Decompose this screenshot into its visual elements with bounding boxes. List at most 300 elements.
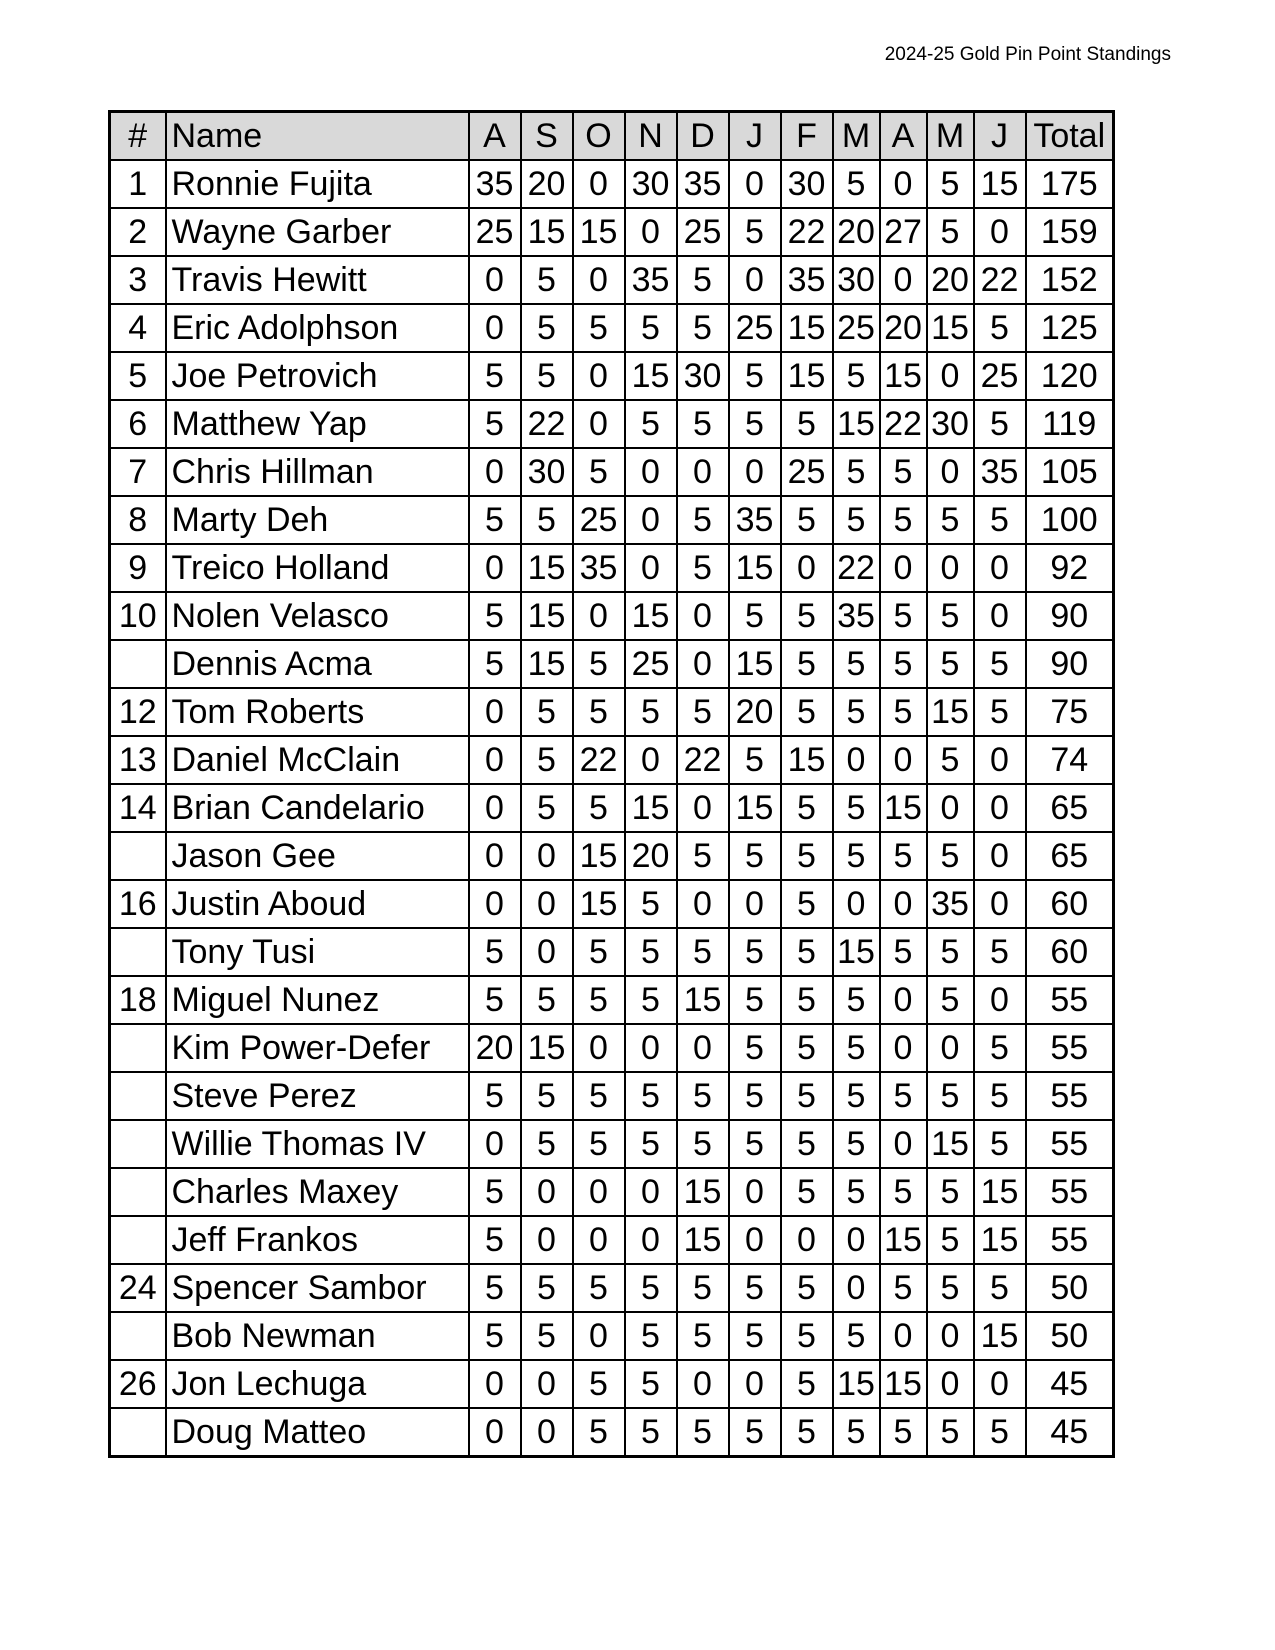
cell-may: 5	[927, 160, 974, 208]
cell-mar: 15	[833, 400, 880, 448]
cell-name: Treico Holland	[166, 544, 469, 592]
column-header-mar: M	[833, 112, 880, 161]
column-header-total: Total	[1026, 112, 1114, 161]
cell-sep: 30	[521, 448, 573, 496]
table-row	[110, 640, 1114, 688]
table-row	[110, 1024, 1114, 1072]
table-row	[110, 1168, 1114, 1216]
cell-feb: 5	[781, 640, 833, 688]
table-row	[110, 304, 1114, 352]
cell-may: 15	[927, 688, 974, 736]
cell-oct: 5	[573, 976, 625, 1024]
cell-aug: 0	[469, 880, 521, 928]
cell-total: 175	[1026, 160, 1114, 208]
cell-name: Nolen Velasco	[166, 592, 469, 640]
cell-jan: 5	[729, 832, 781, 880]
cell-aug: 0	[469, 832, 521, 880]
cell-sep: 5	[521, 496, 573, 544]
cell-jan: 25	[729, 304, 781, 352]
cell-rank: 8	[110, 496, 166, 544]
cell-mar: 25	[833, 304, 880, 352]
cell-jun: 0	[974, 592, 1026, 640]
cell-aug: 5	[469, 352, 521, 400]
cell-may: 15	[927, 1120, 974, 1168]
cell-oct: 5	[573, 1360, 625, 1408]
cell-aug: 0	[469, 736, 521, 784]
cell-may: 15	[927, 304, 974, 352]
cell-sep: 5	[521, 1072, 573, 1120]
cell-total: 45	[1026, 1408, 1114, 1457]
cell-total: 55	[1026, 1216, 1114, 1264]
cell-total: 100	[1026, 496, 1114, 544]
cell-dec: 0	[677, 1360, 729, 1408]
cell-may: 5	[927, 832, 974, 880]
cell-name: Justin Aboud	[166, 880, 469, 928]
cell-rank	[110, 1408, 166, 1457]
table-row	[110, 1264, 1114, 1312]
cell-apr: 5	[880, 1408, 927, 1457]
cell-aug: 5	[469, 928, 521, 976]
cell-jun: 15	[974, 1216, 1026, 1264]
cell-may: 5	[927, 640, 974, 688]
cell-oct: 0	[573, 592, 625, 640]
cell-jun: 0	[974, 736, 1026, 784]
column-header-nov: N	[625, 112, 677, 161]
cell-apr: 0	[880, 976, 927, 1024]
cell-rank: 4	[110, 304, 166, 352]
cell-apr: 0	[880, 544, 927, 592]
cell-aug: 5	[469, 976, 521, 1024]
cell-nov: 5	[625, 880, 677, 928]
column-header-sep: S	[521, 112, 573, 161]
cell-feb: 30	[781, 160, 833, 208]
cell-oct: 5	[573, 1072, 625, 1120]
cell-dec: 0	[677, 592, 729, 640]
cell-jun: 0	[974, 880, 1026, 928]
cell-aug: 5	[469, 1264, 521, 1312]
cell-may: 5	[927, 976, 974, 1024]
cell-feb: 5	[781, 976, 833, 1024]
cell-apr: 15	[880, 1216, 927, 1264]
cell-jun: 0	[974, 832, 1026, 880]
cell-jan: 5	[729, 352, 781, 400]
cell-dec: 35	[677, 160, 729, 208]
table-row	[110, 832, 1114, 880]
cell-oct: 5	[573, 784, 625, 832]
cell-may: 5	[927, 1072, 974, 1120]
column-header-feb: F	[781, 112, 833, 161]
cell-oct: 0	[573, 1216, 625, 1264]
cell-total: 60	[1026, 880, 1114, 928]
cell-jun: 25	[974, 352, 1026, 400]
cell-feb: 5	[781, 1072, 833, 1120]
cell-feb: 5	[781, 592, 833, 640]
cell-may: 0	[927, 448, 974, 496]
cell-total: 55	[1026, 1072, 1114, 1120]
cell-jan: 5	[729, 736, 781, 784]
cell-oct: 22	[573, 736, 625, 784]
cell-feb: 5	[781, 1264, 833, 1312]
cell-feb: 5	[781, 880, 833, 928]
cell-rank: 10	[110, 592, 166, 640]
cell-jan: 0	[729, 160, 781, 208]
cell-sep: 5	[521, 1264, 573, 1312]
cell-jun: 5	[974, 640, 1026, 688]
cell-nov: 5	[625, 1360, 677, 1408]
cell-aug: 0	[469, 1360, 521, 1408]
cell-feb: 5	[781, 832, 833, 880]
cell-dec: 15	[677, 976, 729, 1024]
cell-oct: 0	[573, 1168, 625, 1216]
cell-feb: 25	[781, 448, 833, 496]
table-row	[110, 256, 1114, 304]
cell-jun: 0	[974, 976, 1026, 1024]
cell-jan: 5	[729, 400, 781, 448]
cell-aug: 0	[469, 304, 521, 352]
cell-oct: 25	[573, 496, 625, 544]
cell-jan: 20	[729, 688, 781, 736]
cell-jun: 15	[974, 1168, 1026, 1216]
table-row	[110, 400, 1114, 448]
cell-feb: 5	[781, 784, 833, 832]
cell-jun: 5	[974, 688, 1026, 736]
cell-sep: 15	[521, 544, 573, 592]
cell-nov: 35	[625, 256, 677, 304]
cell-mar: 5	[833, 1120, 880, 1168]
cell-sep: 5	[521, 736, 573, 784]
cell-name: Daniel McClain	[166, 736, 469, 784]
cell-jan: 0	[729, 880, 781, 928]
cell-jan: 0	[729, 1168, 781, 1216]
cell-oct: 5	[573, 1264, 625, 1312]
cell-may: 5	[927, 736, 974, 784]
cell-oct: 15	[573, 832, 625, 880]
cell-jun: 15	[974, 1312, 1026, 1360]
cell-oct: 0	[573, 1024, 625, 1072]
cell-feb: 5	[781, 1168, 833, 1216]
cell-jun: 5	[974, 1408, 1026, 1457]
cell-jun: 5	[974, 304, 1026, 352]
cell-nov: 0	[625, 1216, 677, 1264]
cell-sep: 15	[521, 640, 573, 688]
cell-may: 5	[927, 1168, 974, 1216]
cell-sep: 15	[521, 592, 573, 640]
cell-total: 45	[1026, 1360, 1114, 1408]
cell-apr: 15	[880, 352, 927, 400]
cell-aug: 5	[469, 1216, 521, 1264]
cell-rank: 3	[110, 256, 166, 304]
cell-name: Dennis Acma	[166, 640, 469, 688]
cell-sep: 0	[521, 832, 573, 880]
cell-aug: 0	[469, 448, 521, 496]
table-row	[110, 880, 1114, 928]
cell-may: 5	[927, 496, 974, 544]
column-header-name: Name	[166, 112, 469, 161]
cell-oct: 5	[573, 928, 625, 976]
cell-dec: 5	[677, 304, 729, 352]
cell-total: 159	[1026, 208, 1114, 256]
cell-jan: 5	[729, 1264, 781, 1312]
cell-feb: 5	[781, 1312, 833, 1360]
column-header-jan: J	[729, 112, 781, 161]
cell-feb: 5	[781, 1360, 833, 1408]
cell-apr: 0	[880, 160, 927, 208]
cell-nov: 5	[625, 688, 677, 736]
cell-dec: 5	[677, 1312, 729, 1360]
cell-apr: 5	[880, 640, 927, 688]
cell-name: Jon Lechuga	[166, 1360, 469, 1408]
cell-dec: 5	[677, 928, 729, 976]
cell-oct: 5	[573, 1408, 625, 1457]
cell-aug: 0	[469, 688, 521, 736]
cell-mar: 5	[833, 688, 880, 736]
cell-mar: 5	[833, 496, 880, 544]
cell-total: 105	[1026, 448, 1114, 496]
cell-rank: 13	[110, 736, 166, 784]
cell-nov: 30	[625, 160, 677, 208]
cell-rank: 18	[110, 976, 166, 1024]
cell-aug: 5	[469, 640, 521, 688]
cell-apr: 5	[880, 592, 927, 640]
cell-jun: 5	[974, 496, 1026, 544]
cell-name: Brian Candelario	[166, 784, 469, 832]
cell-jan: 5	[729, 1072, 781, 1120]
cell-nov: 5	[625, 1072, 677, 1120]
cell-aug: 5	[469, 400, 521, 448]
cell-mar: 5	[833, 1024, 880, 1072]
cell-dec: 5	[677, 1120, 729, 1168]
cell-nov: 5	[625, 1264, 677, 1312]
cell-mar: 5	[833, 352, 880, 400]
cell-feb: 5	[781, 496, 833, 544]
cell-feb: 5	[781, 1408, 833, 1457]
cell-feb: 15	[781, 352, 833, 400]
cell-total: 55	[1026, 1120, 1114, 1168]
cell-rank	[110, 1024, 166, 1072]
cell-oct: 15	[573, 208, 625, 256]
table-row	[110, 1072, 1114, 1120]
cell-total: 55	[1026, 976, 1114, 1024]
cell-nov: 0	[625, 496, 677, 544]
cell-apr: 0	[880, 880, 927, 928]
cell-dec: 0	[677, 784, 729, 832]
column-header-may: M	[927, 112, 974, 161]
cell-apr: 20	[880, 304, 927, 352]
cell-dec: 5	[677, 1408, 729, 1457]
cell-oct: 5	[573, 304, 625, 352]
cell-name: Joe Petrovich	[166, 352, 469, 400]
cell-sep: 5	[521, 784, 573, 832]
cell-jan: 5	[729, 208, 781, 256]
cell-rank: 9	[110, 544, 166, 592]
cell-oct: 5	[573, 640, 625, 688]
table-row	[110, 1216, 1114, 1264]
cell-nov: 15	[625, 784, 677, 832]
cell-dec: 5	[677, 256, 729, 304]
cell-mar: 5	[833, 1072, 880, 1120]
cell-dec: 5	[677, 400, 729, 448]
cell-jun: 0	[974, 1360, 1026, 1408]
cell-sep: 5	[521, 976, 573, 1024]
cell-dec: 5	[677, 496, 729, 544]
cell-dec: 25	[677, 208, 729, 256]
cell-mar: 0	[833, 736, 880, 784]
cell-mar: 30	[833, 256, 880, 304]
cell-jan: 5	[729, 1024, 781, 1072]
cell-feb: 0	[781, 544, 833, 592]
cell-feb: 22	[781, 208, 833, 256]
cell-sep: 5	[521, 304, 573, 352]
cell-jan: 0	[729, 448, 781, 496]
cell-apr: 5	[880, 1072, 927, 1120]
cell-may: 20	[927, 256, 974, 304]
cell-name: Tom Roberts	[166, 688, 469, 736]
cell-nov: 0	[625, 208, 677, 256]
cell-total: 50	[1026, 1312, 1114, 1360]
cell-jan: 5	[729, 928, 781, 976]
cell-nov: 15	[625, 592, 677, 640]
cell-name: Tony Tusi	[166, 928, 469, 976]
cell-oct: 5	[573, 688, 625, 736]
cell-mar: 5	[833, 1168, 880, 1216]
cell-total: 75	[1026, 688, 1114, 736]
cell-feb: 5	[781, 400, 833, 448]
cell-nov: 5	[625, 928, 677, 976]
cell-jan: 0	[729, 1360, 781, 1408]
cell-oct: 0	[573, 256, 625, 304]
cell-may: 35	[927, 880, 974, 928]
cell-total: 55	[1026, 1024, 1114, 1072]
cell-may: 5	[927, 592, 974, 640]
cell-nov: 5	[625, 304, 677, 352]
cell-apr: 15	[880, 784, 927, 832]
cell-sep: 0	[521, 1360, 573, 1408]
cell-jan: 5	[729, 1408, 781, 1457]
table-row	[110, 448, 1114, 496]
cell-jun: 5	[974, 1120, 1026, 1168]
cell-rank: 2	[110, 208, 166, 256]
cell-aug: 0	[469, 256, 521, 304]
cell-jun: 0	[974, 784, 1026, 832]
cell-feb: 5	[781, 1120, 833, 1168]
table-row	[110, 736, 1114, 784]
cell-dec: 0	[677, 640, 729, 688]
cell-total: 120	[1026, 352, 1114, 400]
cell-oct: 0	[573, 352, 625, 400]
cell-dec: 0	[677, 448, 729, 496]
cell-name: Chris Hillman	[166, 448, 469, 496]
cell-jun: 5	[974, 1072, 1026, 1120]
column-header-aug: A	[469, 112, 521, 161]
cell-mar: 0	[833, 1216, 880, 1264]
cell-jan: 0	[729, 1216, 781, 1264]
cell-mar: 15	[833, 1360, 880, 1408]
cell-rank	[110, 1120, 166, 1168]
cell-rank: 26	[110, 1360, 166, 1408]
cell-sep: 0	[521, 1168, 573, 1216]
cell-name: Willie Thomas IV	[166, 1120, 469, 1168]
cell-feb: 0	[781, 1216, 833, 1264]
cell-oct: 15	[573, 880, 625, 928]
cell-oct: 5	[573, 448, 625, 496]
cell-oct: 0	[573, 400, 625, 448]
cell-rank	[110, 1312, 166, 1360]
cell-mar: 5	[833, 832, 880, 880]
cell-aug: 20	[469, 1024, 521, 1072]
cell-nov: 5	[625, 1120, 677, 1168]
cell-sep: 5	[521, 1120, 573, 1168]
cell-rank: 16	[110, 880, 166, 928]
cell-may: 0	[927, 544, 974, 592]
cell-jan: 15	[729, 784, 781, 832]
table-row	[110, 688, 1114, 736]
cell-dec: 5	[677, 1264, 729, 1312]
cell-oct: 0	[573, 160, 625, 208]
table-body	[110, 160, 1114, 1457]
cell-aug: 5	[469, 592, 521, 640]
table-row	[110, 496, 1114, 544]
cell-jun: 35	[974, 448, 1026, 496]
cell-may: 5	[927, 1264, 974, 1312]
cell-rank: 5	[110, 352, 166, 400]
cell-name: Marty Deh	[166, 496, 469, 544]
cell-sep: 20	[521, 160, 573, 208]
cell-apr: 22	[880, 400, 927, 448]
cell-jan: 5	[729, 976, 781, 1024]
table-row	[110, 544, 1114, 592]
header-row	[110, 112, 1114, 161]
cell-apr: 5	[880, 832, 927, 880]
cell-may: 5	[927, 208, 974, 256]
cell-total: 55	[1026, 1168, 1114, 1216]
cell-name: Doug Matteo	[166, 1408, 469, 1457]
cell-sep: 0	[521, 928, 573, 976]
cell-apr: 0	[880, 256, 927, 304]
table-row	[110, 1360, 1114, 1408]
cell-mar: 5	[833, 448, 880, 496]
cell-may: 0	[927, 352, 974, 400]
cell-rank	[110, 640, 166, 688]
cell-dec: 15	[677, 1168, 729, 1216]
cell-name: Steve Perez	[166, 1072, 469, 1120]
cell-aug: 35	[469, 160, 521, 208]
cell-apr: 0	[880, 1024, 927, 1072]
cell-may: 0	[927, 784, 974, 832]
cell-total: 60	[1026, 928, 1114, 976]
cell-dec: 0	[677, 1024, 729, 1072]
column-header-oct: O	[573, 112, 625, 161]
cell-mar: 5	[833, 976, 880, 1024]
cell-nov: 5	[625, 400, 677, 448]
table-row	[110, 784, 1114, 832]
cell-nov: 25	[625, 640, 677, 688]
cell-mar: 35	[833, 592, 880, 640]
table-row	[110, 976, 1114, 1024]
document-title: 2024-25 Gold Pin Point Standings	[884, 44, 1171, 65]
cell-dec: 22	[677, 736, 729, 784]
table-row	[110, 1312, 1114, 1360]
cell-nov: 0	[625, 448, 677, 496]
cell-name: Travis Hewitt	[166, 256, 469, 304]
cell-dec: 5	[677, 688, 729, 736]
cell-mar: 0	[833, 880, 880, 928]
cell-may: 0	[927, 1360, 974, 1408]
cell-sep: 5	[521, 1312, 573, 1360]
cell-dec: 5	[677, 832, 729, 880]
cell-name: Ronnie Fujita	[166, 160, 469, 208]
cell-sep: 5	[521, 352, 573, 400]
cell-jan: 5	[729, 1312, 781, 1360]
